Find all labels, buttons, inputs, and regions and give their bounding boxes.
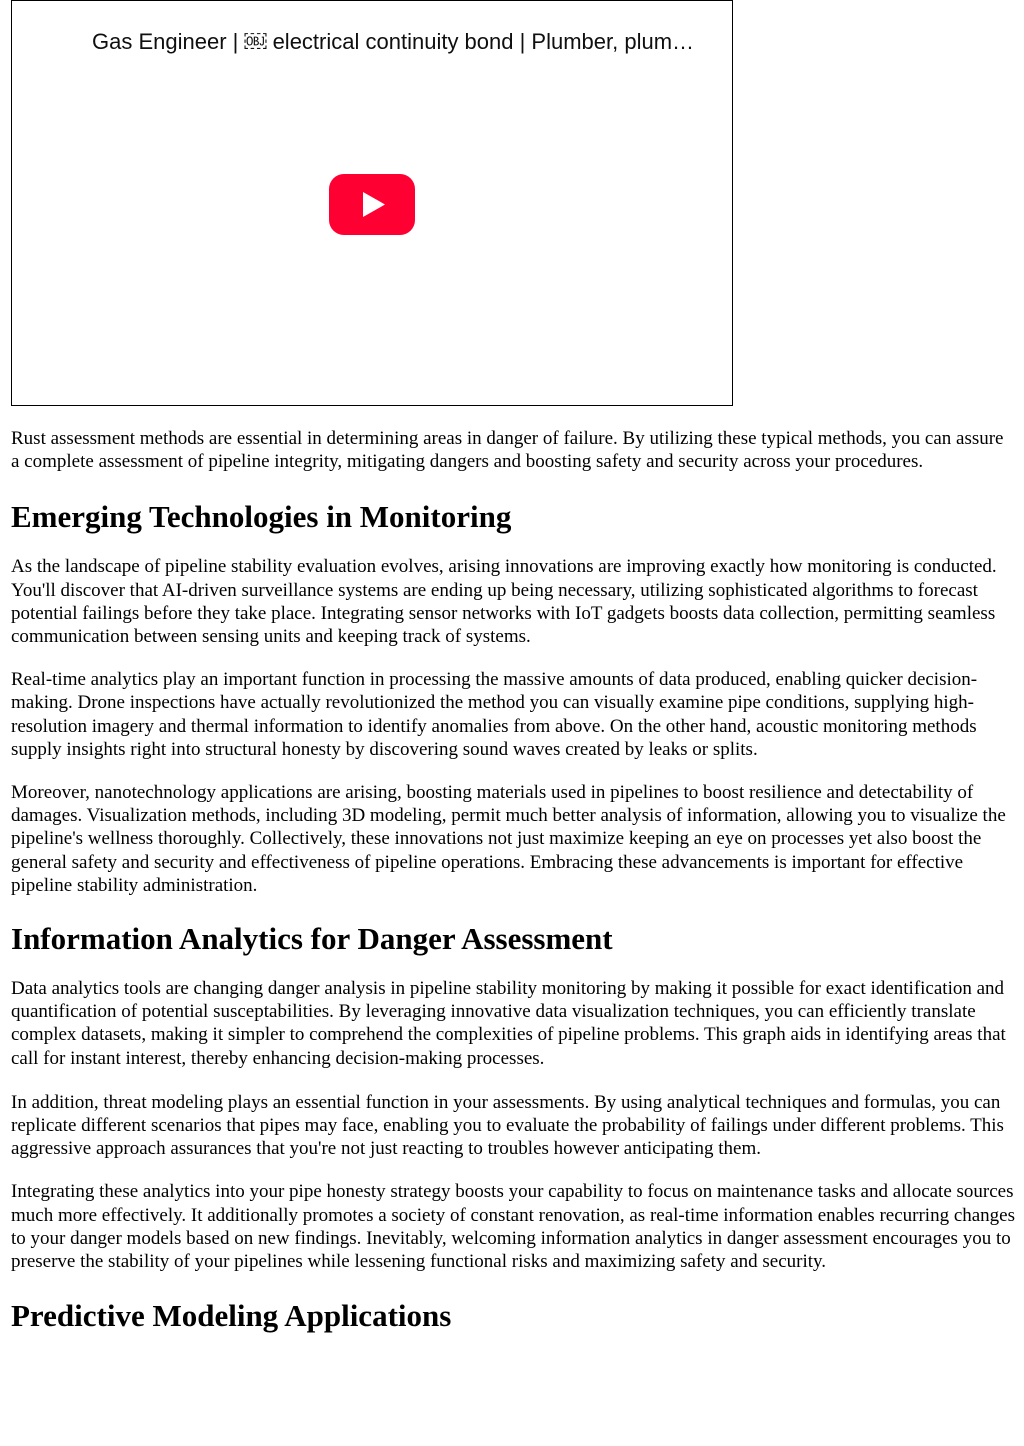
paragraph: Moreover, nanotechnology applications are arising, boosting materials used in pipelines to boost resilience and detectability of damages. Visualization methods, including 3D modeling, permit much better analysis of information, allowing you to visualize the pipeline's wellness thoroughly. Collectively, these innovations not just maximize keeping an eye on processes yet also boost the general safety and security and effectiveness of pipeline operations. Embracing these advancements is important for effective pipeline stability administration. bbox=[11, 782, 1006, 896]
intro-paragraph: Rust assessment methods are essential in determining areas in danger of failure. By utilizing these typical methods, you can assure a complete assessment of pipeline integrity, mitigating dangers and boosting safety and security across your procedures. bbox=[11, 428, 1004, 473]
article-page bbox=[11, 0, 1015, 1334]
section-heading-predictive-modeling: Predictive Modeling Applications bbox=[11, 1298, 452, 1334]
paragraph: As the landscape of pipeline stability evaluation evolves, arising innovations are improving exactly how monitoring is conducted. You'll discover that AI-driven surveillance systems are ending up being necessary, utilizing sophisticated algorithms to forecast potential failings before they take place. Integrating sensor networks with IoT gadgets boosts data collection, permitting seamless communication between sensing units and keeping track of systems. bbox=[11, 556, 997, 648]
embedded-video-player[interactable] bbox=[11, 0, 733, 406]
section-heading-emerging-technologies: Emerging Technologies in Monitoring bbox=[11, 499, 512, 535]
section-heading-information-analytics: Information Analytics for Danger Assessment bbox=[11, 921, 613, 957]
paragraph: Integrating these analytics into your pipe honesty strategy boosts your capability to focus on maintenance tasks and allocate sources much more effectively. It additionally promotes a society of constant renovation, as real-time information enables recurring changes to your danger models based on new findings. Inevitably, welcoming information analytics in danger assessment encourages you to preserve the stability of your pipelines while lessening functional risks and maximizing safety and security. bbox=[11, 1181, 1016, 1273]
paragraph: In addition, threat modeling plays an essential function in your assessments. By using analytical techniques and formulas, you can replicate different scenarios that pipes may face, enabling you to evaluate the probability of failings under different problems. This aggressive approach assurances that you're not just reacting to troubles however anticipating them. bbox=[11, 1091, 1004, 1160]
video-title[interactable]: Gas Engineer | ￼ electrical continuity bond | Plumber, plum… bbox=[92, 29, 695, 54]
youtube-play-icon[interactable] bbox=[329, 174, 415, 235]
paragraph: Real-time analytics play an important function in processing the massive amounts of data produced, enabling quicker decision-making. Drone inspections have actually revolutionized the method you can visually examine pipe conditions, supplying high-resolution imagery and thermal information to identify anomalies from above. On the other hand, acoustic monitoring methods supply insights right into structural honesty by discovering sound waves created by leaks or splits. bbox=[11, 669, 978, 760]
paragraph: Data analytics tools are changing danger analysis in pipeline stability monitoring by making it possible for exact identification and quantification of potential susceptabilities. By leveraging innovative data visualization techniques, you can efficiently translate complex datasets, making it simpler to comprehend the complexities of pipeline problems. This graph aids in identifying areas that call for instant interest, thereby enhancing decision-making processes. bbox=[11, 978, 1006, 1069]
